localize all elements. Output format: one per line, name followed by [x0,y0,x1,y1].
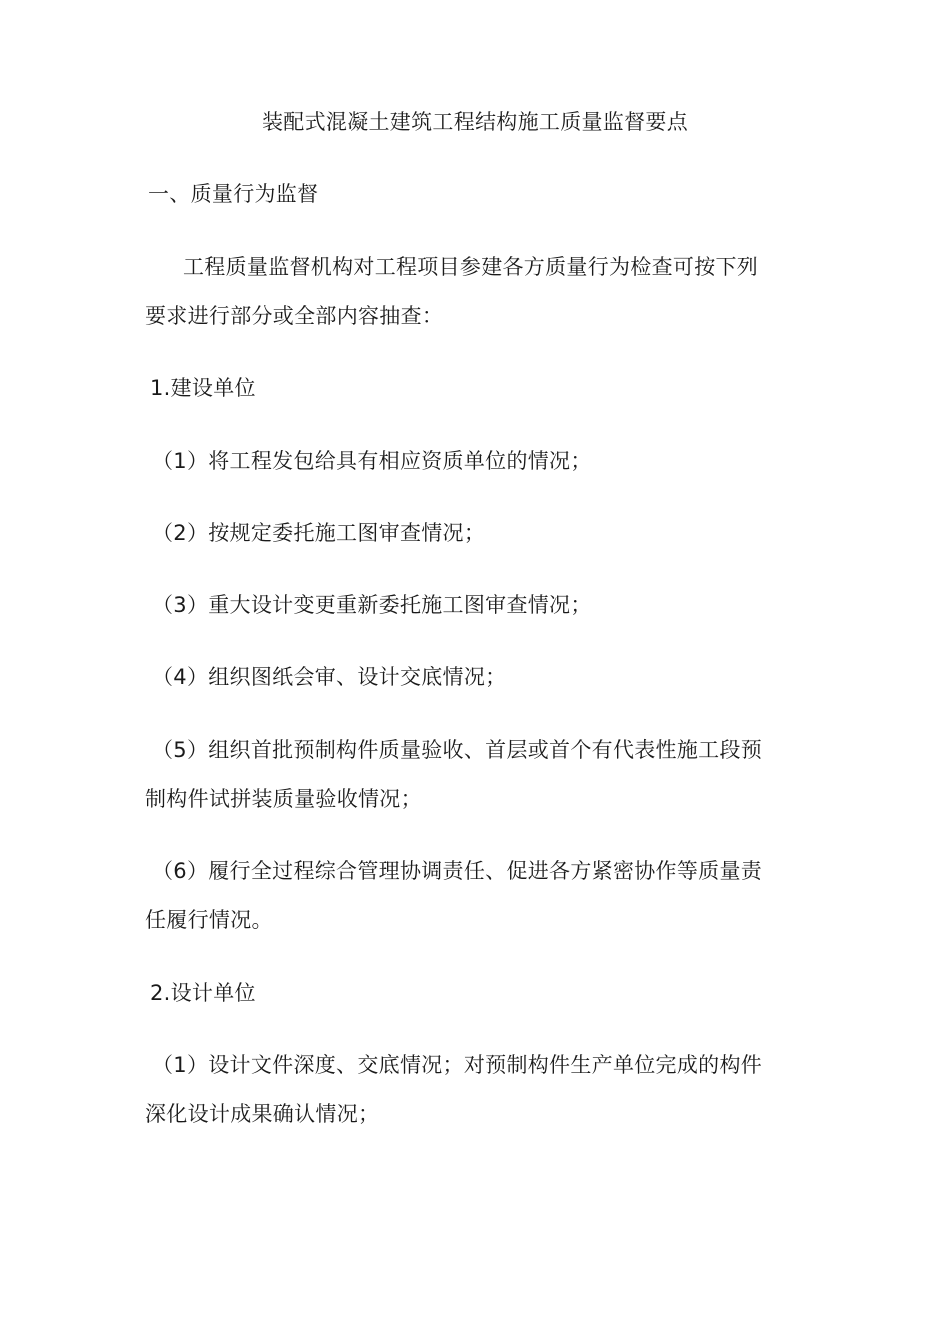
list-item: （4）组织图纸会审、设计交底情况； [152,665,507,689]
list-item: （6）履行全过程综合管理协调责任、促进各方紧密协作等质量责 [152,859,763,883]
subsection-heading-design-unit: 2.设计单位 [150,981,256,1005]
subsection-heading-construction-unit: 1.建设单位 [150,376,256,400]
list-item-continuation: 任履行情况。 [145,908,273,932]
list-item: （3）重大设计变更重新委托施工图审查情况； [152,593,592,617]
list-item: （2）按规定委托施工图审查情况； [152,521,486,545]
list-item-continuation: 深化设计成果确认情况； [145,1102,380,1126]
intro-paragraph-line: 工程质量监督机构对工程项目参建各方质量行为检查可按下列 [183,255,759,279]
section-heading: 一、质量行为监督 [148,182,319,206]
list-item: （1）设计文件深度、交底情况；对预制构件生产单位完成的构件 [152,1053,763,1077]
list-item: （5）组织首批预制构件质量验收、首层或首个有代表性施工段预 [152,738,763,762]
document-title: 装配式混凝土建筑工程结构施工质量监督要点 [262,110,688,134]
intro-paragraph-line: 要求进行部分或全部内容抽查： [145,304,444,328]
list-item: （1）将工程发包给具有相应资质单位的情况； [152,449,592,473]
list-item-continuation: 制构件试拼装质量验收情况； [145,787,422,811]
